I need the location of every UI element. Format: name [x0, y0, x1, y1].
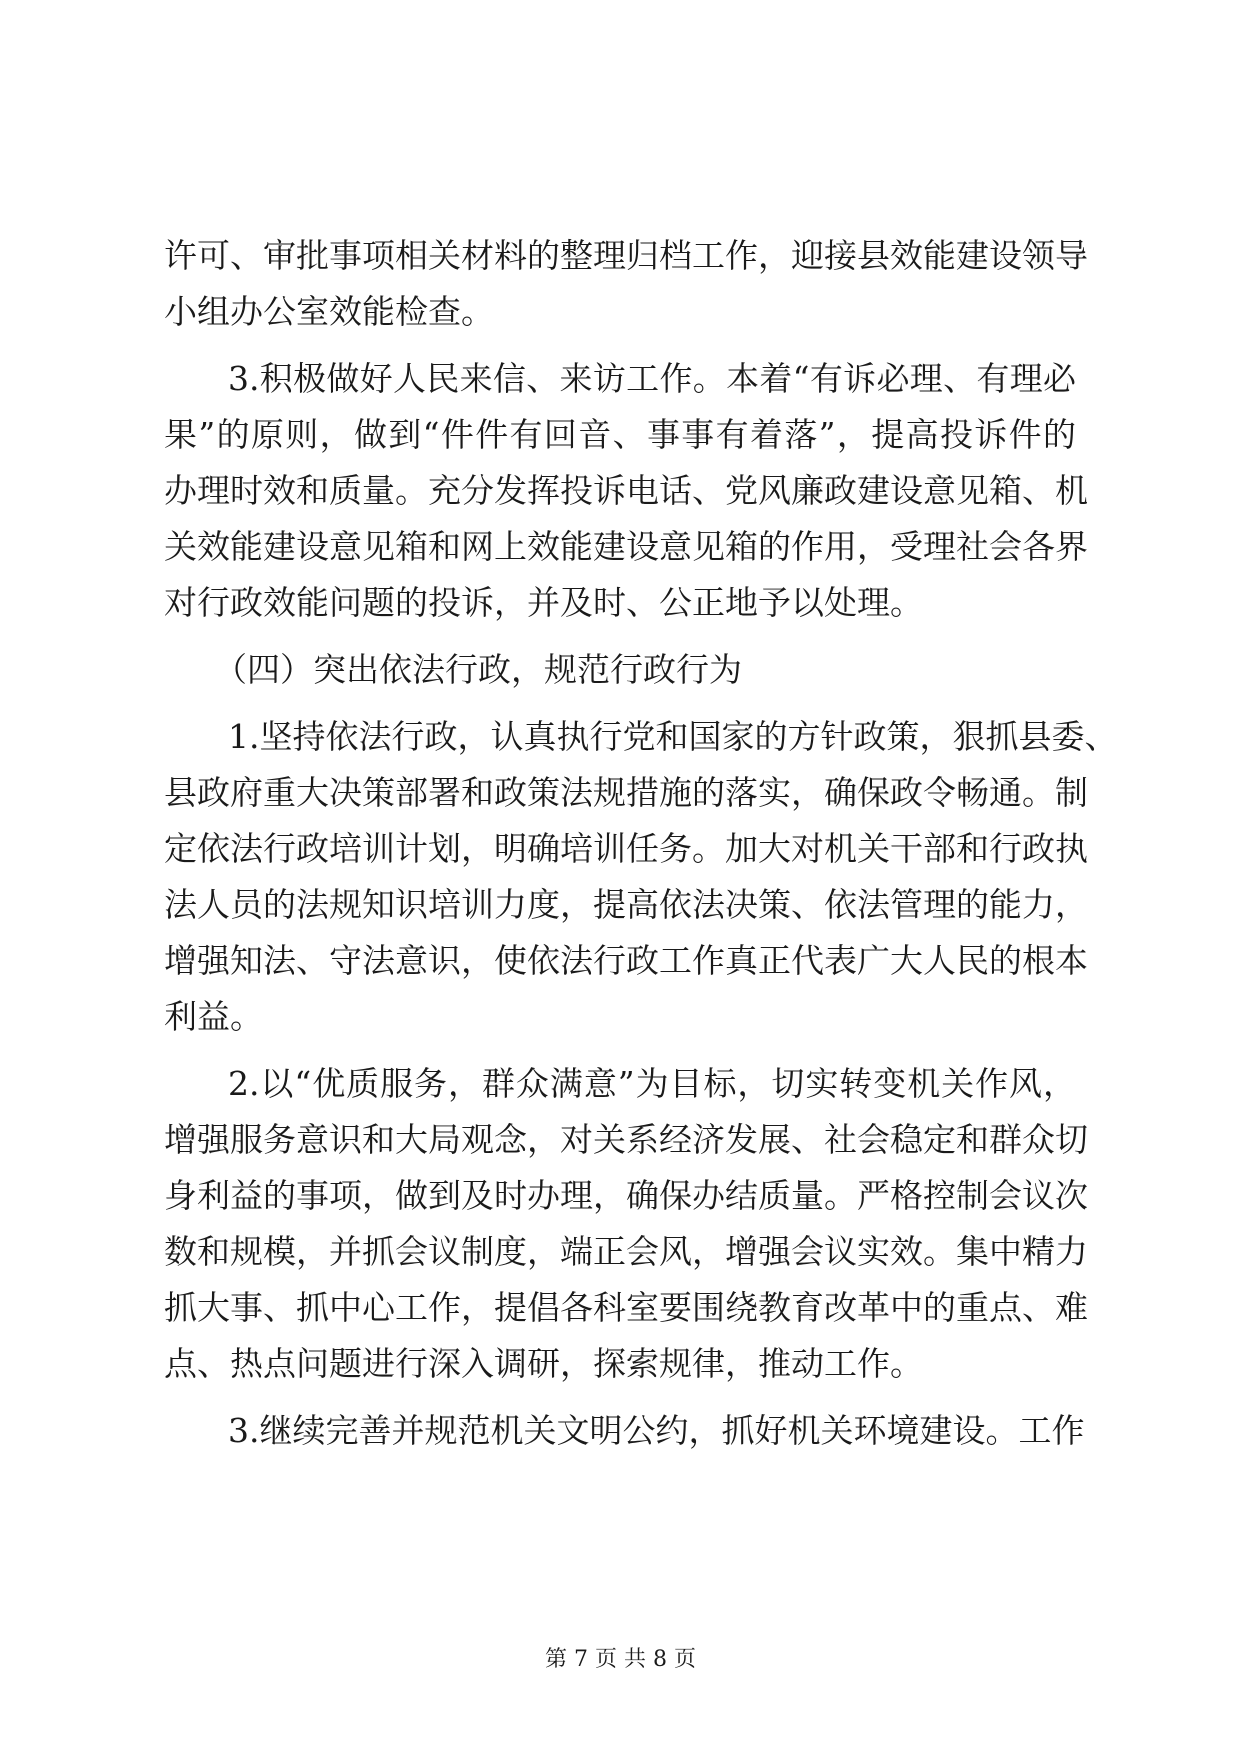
paragraph-line: 关效能建设意见箱和网上效能建设意见箱的作用，受理社会各界 [164, 527, 1088, 566]
paragraph-line: 增强知法、守法意识，使依法行政工作真正代表广大人民的根本 [164, 941, 1088, 980]
paragraph-line: 办理时效和质量。充分发挥投诉电话、党风廉政建设意见箱、机 [164, 471, 1088, 510]
paragraph-line: 2.以“优质服务，群众满意”为目标，切实转变机关作风， [228, 1064, 1076, 1103]
page-number-footer: 第 7 页 共 8 页 [545, 1647, 696, 1672]
paragraph-line: 法人员的法规知识培训力度，提高依法决策、依法管理的能力， [164, 885, 1088, 924]
paragraph-line: 增强服务意识和大局观念，对关系经济发展、社会稳定和群众切 [164, 1120, 1088, 1159]
paragraph-line: 对行政效能问题的投诉，并及时、公正地予以处理。 [164, 583, 923, 622]
paragraph-line: 小组办公室效能检查。 [164, 292, 494, 331]
paragraph-line: 利益。 [164, 997, 263, 1036]
paragraph-line: 定依法行政培训计划，明确培训任务。加大对机关干部和行政执 [164, 829, 1088, 868]
paragraph-line: 1.坚持依法行政，认真执行党和国家的方针政策，狠抓县委、 [228, 717, 1118, 756]
paragraph-line: 果”的原则，做到“件件有回音、事事有着落”，提高投诉件的 [164, 415, 1076, 454]
document-body [164, 228, 1118, 1459]
paragraph-line: 身利益的事项，做到及时办理，确保办结质量。严格控制会议次 [164, 1176, 1088, 1215]
paragraph-line: 3.继续完善并规范机关文明公约，抓好机关环境建设。工作 [228, 1411, 1085, 1450]
paragraph-line: 数和规模，并抓会议制度，端正会风，增强会议实效。集中精力 [164, 1232, 1088, 1271]
paragraph-line: 许可、审批事项相关材料的整理归档工作，迎接县效能建设领导 [164, 236, 1088, 275]
paragraph-line: 县政府重大决策部署和政策法规措施的落实，确保政令畅通。制 [164, 773, 1088, 812]
paragraph-line: 点、热点问题进行深入调研，探索规律，推动工作。 [164, 1344, 923, 1383]
paragraph-line: 抓大事、抓中心工作，提倡各科室要围绕教育改革中的重点、难 [164, 1288, 1088, 1327]
paragraph-line: 3.积极做好人民来信、来访工作。本着“有诉必理、有理必 [228, 359, 1076, 398]
section-heading: （四）突出依法行政，规范行政行为 [214, 650, 742, 689]
